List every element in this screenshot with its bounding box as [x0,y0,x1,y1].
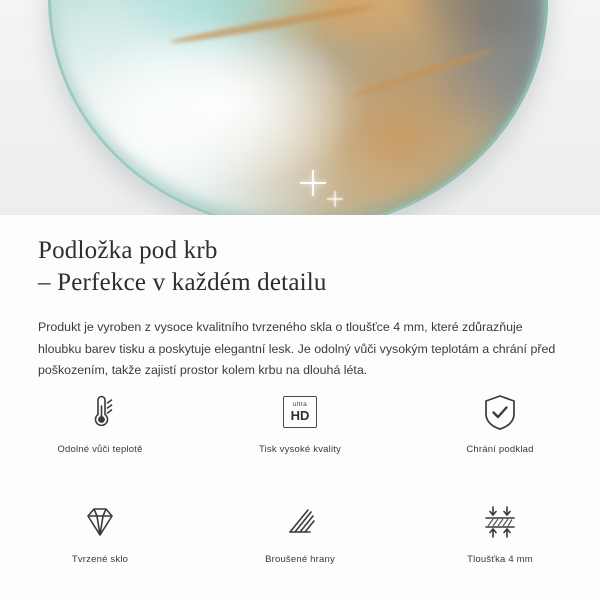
description-paragraph: Produkt je vyroben z vysoce kvalitního tvrzeného skla o tloušťce 4 mm, které zdůrazňuje hloubku barev tisku a poskytuje elegantní lesk. Je odolný vůči vysokým teplotám a chrání před poškozením, takže zajistí prostor kolem krbu na dlouhá léta. [38,320,556,378]
shield-check-icon [480,388,520,436]
feature-grid [0,388,600,586]
feature-print-quality [200,388,400,476]
feature-label: Tisk vysoké kvality [258,444,342,455]
thermometer-icon [78,388,122,436]
feature-label: Tloušťka 4 mm [467,554,533,565]
thickness-icon [477,498,523,546]
ultra-hd-icon [283,388,317,436]
feature-surface-protection [400,388,600,476]
feature-label: Broušené hrany [265,554,335,565]
feature-tempered-glass [0,498,200,586]
feature-heat-resistance [0,388,200,476]
badge-top-text: ultra [292,400,308,408]
page-title [38,235,600,299]
headline-line-2: – Perfekce v každém detailu [38,269,327,296]
feature-label: Odolné vůči teplotě [57,444,143,455]
description-content [0,215,600,382]
feature-label: Tvrzené sklo [71,554,129,565]
feature-thickness [400,498,600,586]
badge-bottom-text: HD [290,408,310,424]
diamond-icon [78,498,122,546]
feature-label: Chrání podklad [466,444,534,455]
feature-polished-edges [200,498,400,586]
polished-edges-icon [278,498,322,546]
headline-line-1: Podložka pod krb [38,237,218,264]
hero-image [0,0,600,215]
